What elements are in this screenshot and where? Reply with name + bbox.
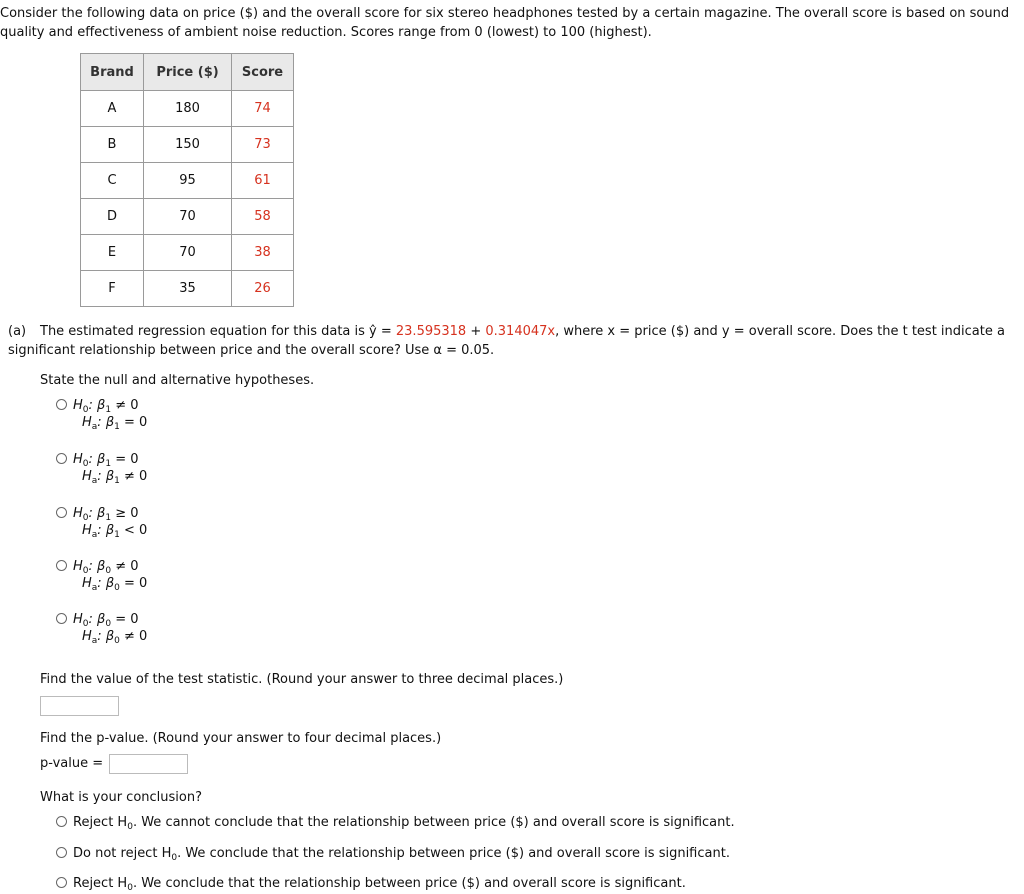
- table-row: [81, 199, 294, 235]
- conclusion-text-rest: . We cannot conclude that the relationship between price ($) and overall score is significant.: [132, 815, 735, 830]
- ha-label: $H_a$:: [82, 415, 106, 432]
- part-a-question: [8, 322, 1024, 360]
- table-header-row: [81, 54, 294, 91]
- conclusion-text: Reject H: [73, 876, 128, 891]
- header-score: Score: [232, 54, 294, 91]
- cell-score: 26: [232, 271, 294, 307]
- radio-button[interactable]: [56, 399, 67, 410]
- cell-score: 58: [232, 199, 294, 235]
- cell-price: 35: [144, 271, 232, 307]
- ha-relation: < 0: [119, 523, 148, 538]
- pvalue-prompt: Find the p-value. (Round your answer to four decimal places.): [40, 731, 442, 746]
- ha-label: $H_a$:: [82, 469, 106, 486]
- h0-relation: = 0: [111, 612, 139, 627]
- radio-button[interactable]: [56, 847, 67, 858]
- hypotheses-prompt: State the null and alternative hypotheses.: [40, 373, 315, 388]
- cell-brand: F: [81, 271, 144, 307]
- cell-brand: A: [81, 91, 144, 127]
- conclusion-option-1[interactable]: [56, 815, 735, 832]
- h0-symbol: β: [97, 452, 106, 467]
- regression-text-2: , where x = price ($) and y = overall score. Does the t test indicate a significant relationship between price and the overall score? Use α = 0.05.: [8, 324, 1005, 358]
- h0-label: $H_0$:: [73, 506, 98, 523]
- ha-symbol: β: [105, 576, 115, 591]
- conclusion-text-rest: . We conclude that the relationship between price ($) and overall score is significant.: [177, 846, 730, 861]
- radio-button[interactable]: [56, 507, 67, 518]
- radio-button[interactable]: [56, 613, 67, 624]
- ha-subscript: 1: [114, 530, 120, 540]
- ha-symbol: β: [105, 469, 115, 484]
- cell-score: 73: [232, 127, 294, 163]
- h0-subscript: 1: [105, 459, 112, 469]
- ha-symbol: β: [105, 629, 115, 644]
- h0-relation: ≥ 0: [111, 506, 139, 521]
- h0-subscript: 0: [105, 566, 112, 576]
- cell-score: 38: [232, 235, 294, 271]
- data-table: [80, 53, 294, 307]
- regression-plus: +: [466, 324, 486, 339]
- hypothesis-option-1[interactable]: [56, 398, 147, 432]
- h0-symbol: β: [97, 559, 106, 574]
- cell-brand: B: [81, 127, 144, 163]
- hypothesis-option-5[interactable]: [56, 612, 147, 646]
- conclusion-subscript: 0: [127, 822, 133, 832]
- radio-button[interactable]: [56, 453, 67, 464]
- h0-label: $H_0$:: [73, 452, 98, 469]
- radio-button[interactable]: [56, 816, 67, 827]
- ha-relation: ≠ 0: [119, 469, 148, 484]
- ha-subscript: 0: [114, 636, 120, 646]
- table-row: [81, 235, 294, 271]
- cell-price: 180: [144, 91, 232, 127]
- cell-price: 70: [144, 235, 232, 271]
- h0-subscript: 1: [105, 513, 112, 523]
- part-a-label: (a): [8, 324, 27, 339]
- problem-intro: Consider the following data on price ($) and the overall score for six stereo headphones tested by a certain magazine. The overall score is based on sound quality and effectiveness of ambient noise reduction. Scores range from 0 (lowest) to 100 (highest).: [0, 6, 1010, 40]
- hypothesis-option-4[interactable]: [56, 559, 147, 593]
- conclusion-prompt: What is your conclusion?: [40, 790, 202, 805]
- ha-subscript: 1: [114, 476, 120, 486]
- h0-subscript: 0: [105, 619, 112, 629]
- pvalue-input[interactable]: [109, 754, 188, 774]
- ha-symbol: β: [105, 415, 115, 430]
- ha-relation: = 0: [119, 576, 148, 591]
- h0-subscript: 1: [105, 405, 112, 415]
- header-price: Price ($): [144, 54, 232, 91]
- header-brand: Brand: [81, 54, 144, 91]
- cell-price: 150: [144, 127, 232, 163]
- h0-relation: ≠ 0: [111, 398, 139, 413]
- h0-relation: = 0: [111, 452, 139, 467]
- conclusion-text: Do not reject H: [73, 846, 172, 861]
- regression-slope: 0.314047x: [485, 324, 556, 339]
- cell-brand: C: [81, 163, 144, 199]
- hypothesis-option-2[interactable]: [56, 452, 147, 486]
- conclusion-text-rest: . We conclude that the relationship between price ($) and overall score is significant.: [132, 876, 686, 891]
- h0-symbol: β: [97, 506, 106, 521]
- h0-relation: ≠ 0: [111, 559, 139, 574]
- h0-symbol: β: [97, 398, 106, 413]
- ha-subscript: 1: [114, 422, 120, 432]
- conclusion-option-2[interactable]: [56, 846, 730, 863]
- cell-score: 74: [232, 91, 294, 127]
- table-row: [81, 163, 294, 199]
- h0-symbol: β: [97, 612, 106, 627]
- regression-text-1: The estimated regression equation for this data is ŷ =: [40, 324, 396, 339]
- h0-label: $H_0$:: [73, 398, 98, 415]
- cell-price: 95: [144, 163, 232, 199]
- radio-button[interactable]: [56, 877, 67, 888]
- conclusion-subscript: 0: [127, 883, 133, 893]
- conclusion-subscript: 0: [171, 853, 178, 863]
- h0-label: $H_0$:: [73, 559, 98, 576]
- ha-label: $H_a$:: [82, 629, 106, 646]
- radio-button[interactable]: [56, 560, 67, 571]
- ha-symbol: β: [105, 523, 115, 538]
- ha-subscript: 0: [114, 583, 120, 593]
- table-row: [81, 127, 294, 163]
- ha-relation: ≠ 0: [119, 629, 148, 644]
- cell-brand: E: [81, 235, 144, 271]
- pvalue-label: p-value =: [40, 756, 104, 771]
- cell-score: 61: [232, 163, 294, 199]
- h0-label: $H_0$:: [73, 612, 98, 629]
- conclusion-option-3[interactable]: [56, 876, 686, 893]
- ha-relation: = 0: [119, 415, 148, 430]
- conclusion-text: Reject H: [73, 815, 128, 830]
- regression-intercept: 23.595318: [395, 324, 467, 339]
- table-row: [81, 271, 294, 307]
- cell-price: 70: [144, 199, 232, 235]
- test-statistic-input[interactable]: [40, 696, 119, 716]
- ha-label: $H_a$:: [82, 576, 106, 593]
- cell-brand: D: [81, 199, 144, 235]
- test-statistic-prompt: Find the value of the test statistic. (Round your answer to three decimal places.): [40, 672, 564, 687]
- ha-label: $H_a$:: [82, 523, 106, 540]
- table-row: [81, 91, 294, 127]
- hypothesis-option-3[interactable]: [56, 506, 147, 540]
